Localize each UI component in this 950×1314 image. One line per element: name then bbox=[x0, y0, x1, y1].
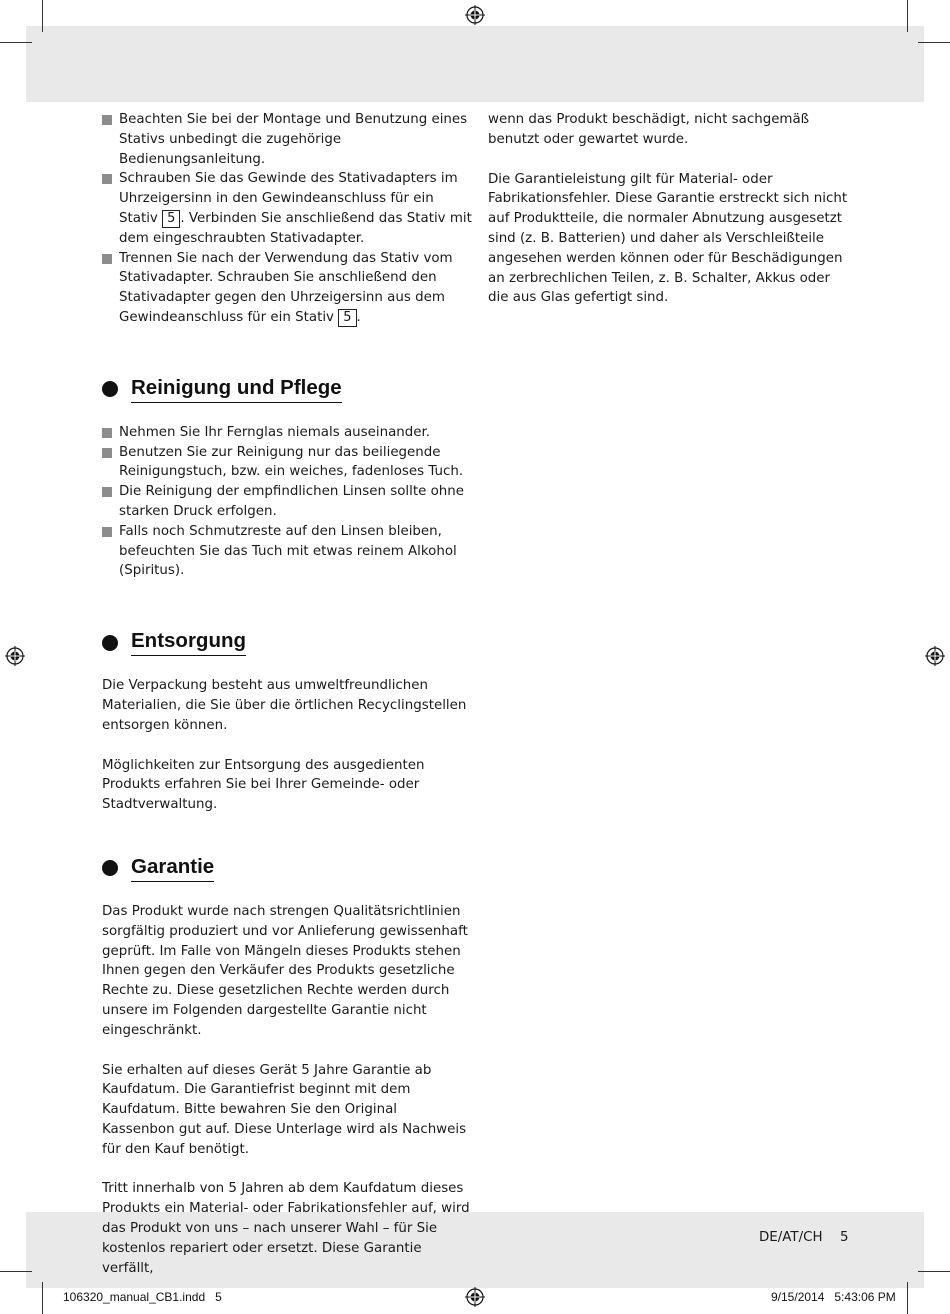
heading-dot-icon bbox=[102, 635, 118, 651]
tripod-instructions-list bbox=[102, 110, 472, 328]
registration-mark-icon bbox=[465, 1287, 485, 1307]
list-item: Beachten Sie bei der Montage und Benutzung eines Stativs unbedingt die zugehörige Bedienungsanleitung. bbox=[102, 110, 472, 169]
crop-mark-icon bbox=[42, 1282, 43, 1314]
heading-dot-icon bbox=[102, 860, 118, 876]
left-column bbox=[102, 110, 472, 1278]
page-number: 5 bbox=[840, 1230, 849, 1245]
section-heading-warranty bbox=[102, 855, 472, 882]
crop-mark-icon bbox=[42, 0, 43, 32]
section-heading-disposal bbox=[102, 629, 472, 656]
paragraph: Das Produkt wurde nach strengen Qualitätsrichtlinien sorgfältig produziert und vor Anlieferung gewissenhaft geprüft. Im Falle von Mängeln dieses Produkts stehen Ihnen gegen den Verkäufer des Produkts gesetzliche Rechte zu. Diese gesetzlichen Rechte werden durch unsere im Folgenden dargestellte Garantie nicht eingeschränkt. bbox=[102, 903, 468, 1038]
slug-filename: 106320_manual_CB1.indd 5 bbox=[63, 1290, 222, 1304]
slug-date: 9/15/2014 5:43:06 PM bbox=[771, 1290, 896, 1304]
heading-dot-icon bbox=[102, 381, 118, 397]
header-band bbox=[26, 26, 924, 102]
crop-mark-icon bbox=[918, 1271, 950, 1272]
figure-reference: 5 bbox=[162, 210, 180, 228]
list-item: Schrauben Sie das Gewinde des Stativadapters im Uhrzeigersinn in den Gewindeanschluss für ein Stativ 5 . Verbinden Sie anschließend das Stativ mit dem eingeschraubten Stativadapter. bbox=[102, 169, 472, 248]
paragraph: Möglichkeiten zur Entsorgung des ausgedienten Produkts erfahren Sie bei Ihrer Gemeinde- oder Stadtverwaltung. bbox=[102, 757, 425, 813]
section-title: Garantie bbox=[131, 855, 214, 882]
section-title: Reinigung und Pflege bbox=[131, 376, 342, 403]
crop-mark-icon bbox=[918, 42, 950, 43]
list-item: Falls noch Schmutzreste auf den Linsen bleiben, befeuchten Sie das Tuch mit etwas reinem Alkohol (Spiritus). bbox=[102, 522, 472, 581]
right-column bbox=[488, 110, 848, 308]
crop-mark-icon bbox=[907, 0, 908, 32]
crop-mark-icon bbox=[0, 42, 32, 43]
section-title: Entsorgung bbox=[131, 629, 246, 656]
crop-mark-icon bbox=[907, 1282, 908, 1314]
paragraph: wenn das Produkt beschädigt, nicht sachgemäß benutzt oder gewartet wurde. bbox=[488, 112, 810, 147]
list-item: Trennen Sie nach der Verwendung das Stativ vom Stativadapter. Schrauben Sie anschließend den Stativadapter gegen den Uhrzeigersinn aus dem Gewindeanschluss für ein Stativ 5 . bbox=[102, 249, 472, 328]
paragraph: Tritt innerhalb von 5 Jahren ab dem Kaufdatum dieses Produkts ein Material- oder Fabrikationsfehler auf, wird das Produkt von uns – nach unserer Wahl – für Sie kostenlos repariert oder ersetzt. Diese Garantie verfällt, bbox=[102, 1181, 470, 1276]
section-heading-cleaning bbox=[102, 376, 472, 403]
crop-mark-icon bbox=[0, 1271, 32, 1272]
paragraph: Sie erhalten auf dieses Gerät 5 Jahre Garantie ab Kaufdatum. Die Garantiefrist beginnt mit dem Kaufdatum. Bitte bewahren Sie den Original Kassenbon gut auf. Diese Unterlage wird als Nachweis für den Kauf benötigt. bbox=[102, 1062, 467, 1157]
figure-reference: 5 bbox=[338, 309, 356, 327]
list-item: Nehmen Sie Ihr Fernglas niemals auseinander. bbox=[102, 423, 472, 443]
paragraph: Die Garantieleistung gilt für Material- oder Fabrikationsfehler. Diese Garantie erstreckt sich nicht auf Produktteile, die normaler Abnutzung ausgesetzt sind (z. B. Batterien) und daher als Verschleißteile angesehen werden können oder für Beschädigungen an zerbrechlichen Teilen, z. B. Schalter, Akkus oder die aus Glas gefertigt sind. bbox=[488, 171, 848, 306]
cleaning-list bbox=[102, 423, 472, 581]
footer-language: DE/AT/CH bbox=[759, 1230, 823, 1245]
list-item: Die Reinigung der empfindlichen Linsen sollte ohne starken Druck erfolgen. bbox=[102, 482, 472, 522]
paragraph: Die Verpackung besteht aus umweltfreundlichen Materialien, die Sie über die örtlichen Recyclingstellen entsorgen können. bbox=[102, 678, 467, 733]
registration-mark-icon bbox=[465, 5, 485, 25]
list-item: Benutzen Sie zur Reinigung nur das beiliegende Reinigungstuch, bzw. ein weiches, fadenloses Tuch. bbox=[102, 443, 472, 483]
registration-mark-icon bbox=[5, 646, 25, 666]
registration-mark-icon bbox=[925, 646, 945, 666]
